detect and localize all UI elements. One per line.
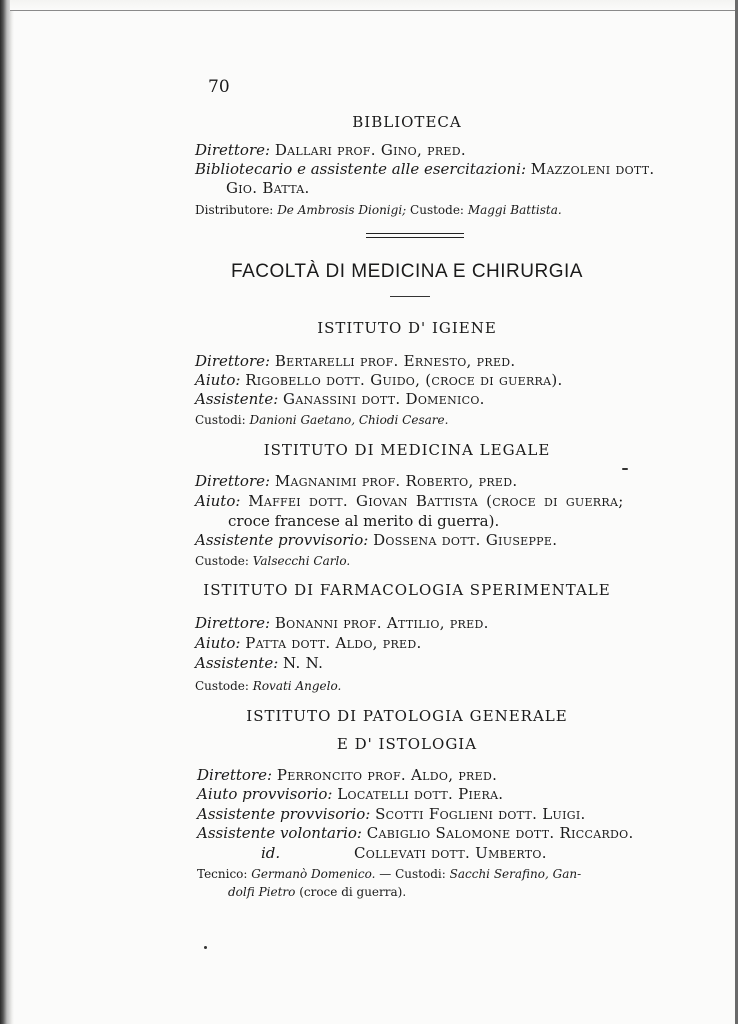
entry-role: Direttore: bbox=[195, 614, 271, 632]
entry-name: Dossena dott. Giuseppe. bbox=[373, 531, 558, 549]
staff-label: Tecnico: bbox=[197, 867, 248, 881]
entry-name: Mazzoleni dott. bbox=[530, 160, 655, 178]
entry-line bbox=[195, 371, 563, 389]
entry-line bbox=[354, 844, 547, 862]
entry-role: Direttore: bbox=[195, 352, 271, 370]
staff-name: Valsecchi Carlo. bbox=[252, 554, 351, 568]
staff-name: Rovati Angelo. bbox=[252, 679, 342, 693]
entry-name: N. N. bbox=[283, 654, 324, 672]
staff-line bbox=[195, 411, 448, 429]
entry-line bbox=[195, 160, 654, 178]
entry-name: Dallari prof. Gino, pred. bbox=[274, 141, 466, 159]
section-heading-patologia: ISTITUTO DI PATOLOGIA GENERALE bbox=[246, 707, 568, 725]
entry-role: Aiuto provvisorio: bbox=[197, 785, 333, 803]
entry-line bbox=[195, 634, 422, 652]
entry-name: Bonanni prof. Attilio, pred. bbox=[274, 614, 489, 632]
short-rule-divider bbox=[390, 296, 430, 297]
page-top-edge bbox=[10, 0, 738, 11]
staff-name: De Ambrosis Dionigi; bbox=[277, 203, 407, 217]
entry-role: Assistente: bbox=[195, 390, 279, 408]
staff-separator: — bbox=[379, 867, 392, 881]
entry-name: Gio. Batta. bbox=[226, 179, 310, 197]
staff-line bbox=[197, 865, 581, 883]
staff-label: Custode: bbox=[410, 203, 464, 217]
entry-line bbox=[195, 141, 466, 159]
entry-name: Scotti Foglieni dott. Luigi. bbox=[375, 805, 586, 823]
staff-name: Maggi Battista. bbox=[467, 203, 562, 217]
entry-line bbox=[195, 531, 557, 549]
staff-label: Custodi: bbox=[195, 413, 246, 427]
entry-line bbox=[195, 654, 323, 672]
entry-name: Bertarelli prof. Ernesto, pred. bbox=[274, 352, 516, 370]
ink-speck bbox=[622, 468, 628, 470]
staff-label: Custode: bbox=[195, 679, 249, 693]
entry-line bbox=[195, 472, 517, 490]
section-heading-legale: ISTITUTO DI MEDICINA LEGALE bbox=[263, 441, 551, 459]
entry-name: Perroncito prof. Aldo, pred. bbox=[276, 766, 498, 784]
entry-role: Direttore: bbox=[195, 472, 271, 490]
section-heading-igiene: ISTITUTO D' IGIENE bbox=[317, 319, 497, 337]
entry-role: Assistente provvisorio: bbox=[195, 531, 369, 549]
entry-role: id. bbox=[261, 844, 281, 862]
entry-name: Rigobello dott. Guido, (croce di guerra). bbox=[245, 371, 563, 389]
staff-label: Distributore: bbox=[195, 203, 274, 217]
entry-line bbox=[197, 824, 634, 842]
entry-line bbox=[195, 390, 485, 408]
faculty-title: FACOLTÀ DI MEDICINA E CHIRURGIA bbox=[231, 261, 583, 282]
page-number: 70 bbox=[208, 77, 230, 97]
entry-line bbox=[197, 766, 497, 784]
entry-line bbox=[261, 844, 280, 862]
staff-name: dolfi Pietro bbox=[228, 885, 296, 899]
staff-label: Custodi: bbox=[395, 867, 446, 881]
entry-line bbox=[226, 179, 310, 197]
staff-label: Custode: bbox=[195, 554, 249, 568]
entry-line bbox=[195, 352, 515, 370]
staff-name: Danioni Gaetano, Chiodi Cesare. bbox=[249, 413, 449, 427]
double-rule-divider bbox=[366, 233, 464, 238]
section-heading-biblioteca: BIBLIOTECA bbox=[352, 113, 462, 131]
entry-name: Cabiglio Salomone dott. Riccardo. bbox=[366, 824, 634, 842]
section-subheading-istologia: E D' ISTOLOGIA bbox=[336, 735, 478, 753]
entry-role: Assistente: bbox=[195, 654, 279, 672]
staff-note: (croce di guerra). bbox=[299, 885, 407, 899]
staff-line bbox=[195, 677, 341, 695]
page-binding-edge bbox=[0, 0, 14, 1024]
entry-name: croce francese al merito di guerra). bbox=[228, 512, 500, 530]
entry-role: Direttore: bbox=[197, 766, 273, 784]
entry-line bbox=[197, 805, 586, 823]
entry-role: Assistente volontario: bbox=[197, 824, 362, 842]
entry-line bbox=[228, 512, 499, 530]
staff-line bbox=[195, 201, 562, 219]
entry-name: Patta dott. Aldo, pred. bbox=[245, 634, 422, 652]
staff-name: Sacchi Serafino, Gan- bbox=[449, 867, 582, 881]
entry-role: Bibliotecario e assistente alle esercitazioni: bbox=[195, 160, 526, 178]
entry-role: Assistente provvisorio: bbox=[197, 805, 371, 823]
entry-name: Magnanimi prof. Roberto, pred. bbox=[274, 472, 518, 490]
staff-line bbox=[228, 883, 406, 901]
entry-role: Direttore: bbox=[195, 141, 271, 159]
section-heading-farmacologia: ISTITUTO DI FARMACOLOGIA SPERIMENTALE bbox=[203, 581, 611, 599]
staff-name: Germanò Domenico. bbox=[251, 867, 376, 881]
entry-role: Aiuto: bbox=[195, 634, 241, 652]
ink-speck bbox=[204, 946, 207, 949]
entry-name: Ganassini dott. Domenico. bbox=[283, 390, 485, 408]
entry-name: Collevati dott. Umberto. bbox=[354, 844, 547, 862]
entry-line bbox=[195, 614, 489, 632]
entry-role: Aiuto: bbox=[195, 371, 241, 389]
staff-line bbox=[195, 552, 350, 570]
entry-line bbox=[197, 785, 503, 803]
entry-role: Aiuto: bbox=[195, 492, 241, 510]
entry-name: Locatelli dott. Piera. bbox=[337, 785, 504, 803]
entry-line bbox=[195, 492, 624, 510]
entry-name: Maffei dott. Giovan Battista (croce di guerra; bbox=[248, 492, 624, 510]
